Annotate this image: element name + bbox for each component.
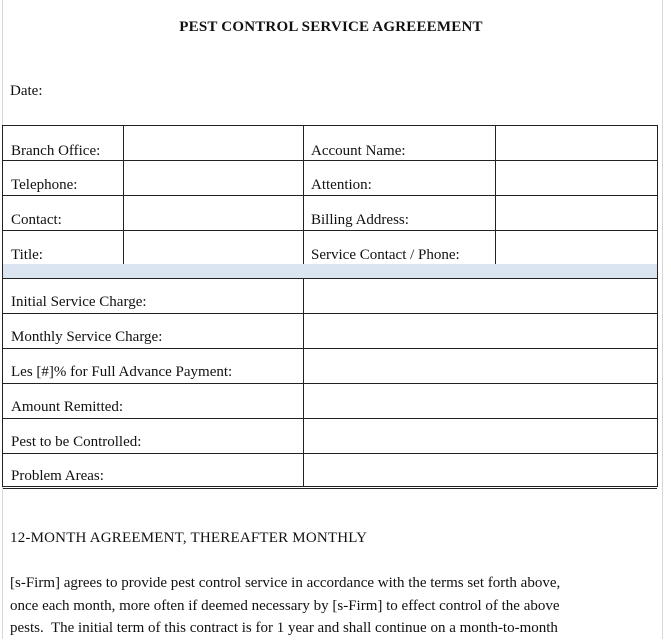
table-row: [3, 384, 657, 419]
monthly-service-charge-label: Monthly Service Charge:: [11, 329, 163, 345]
service-contact-phone-label: Service Contact / Phone:: [311, 247, 460, 263]
table-row: [3, 231, 657, 266]
table-row: [3, 279, 657, 314]
agreement-line: pests. The initial term of this contract is for 1 year and shall continue on a month-to-month: [10, 620, 558, 636]
charges-table: [2, 278, 658, 487]
initial-service-charge-label: Initial Service Charge:: [11, 294, 147, 310]
table-row: [3, 196, 657, 231]
problem-areas-label: Problem Areas:: [11, 468, 104, 484]
column-divider: [123, 126, 124, 264]
agreement-heading: 12-MONTH AGREEMENT, THEREAFTER MONTHLY: [10, 530, 368, 546]
account-name-label: Account Name:: [311, 143, 406, 159]
column-divider: [495, 126, 496, 264]
title-label: Title:: [11, 247, 43, 263]
billing-address-label: Billing Address:: [311, 212, 409, 228]
info-table: [2, 125, 658, 265]
table-row: [3, 126, 657, 161]
agreement-line: once each month, more often if deemed necessary by [s-Firm] to effect control of the above: [10, 597, 560, 614]
agreement-line: [s-Firm] agrees to provide pest control service in accordance with the terms set forth above,: [10, 575, 561, 591]
table-row: [3, 454, 657, 489]
attention-label: Attention:: [311, 177, 372, 193]
branch-office-label: Branch Office:: [11, 143, 101, 159]
page-margin-right: [662, 0, 663, 639]
table-row: [3, 419, 657, 454]
advance-payment-discount-label: Les [#]% for Full Advance Payment:: [11, 364, 233, 380]
table-row: [3, 314, 657, 349]
pest-to-be-controlled-label: Pest to be Controlled:: [11, 434, 142, 450]
table-row: [3, 349, 657, 384]
document-title: PEST CONTROL SERVICE AGREEEMENT: [179, 19, 483, 35]
column-divider: [303, 126, 304, 264]
column-divider: [303, 279, 304, 486]
date-label: Date:: [10, 83, 43, 99]
table-row: [3, 161, 657, 196]
table-spacer-band: [2, 264, 658, 278]
telephone-label: Telephone:: [11, 177, 78, 193]
amount-remitted-label: Amount Remitted:: [11, 399, 124, 415]
contact-label: Contact:: [11, 212, 62, 228]
agreement-body: [10, 572, 650, 640]
